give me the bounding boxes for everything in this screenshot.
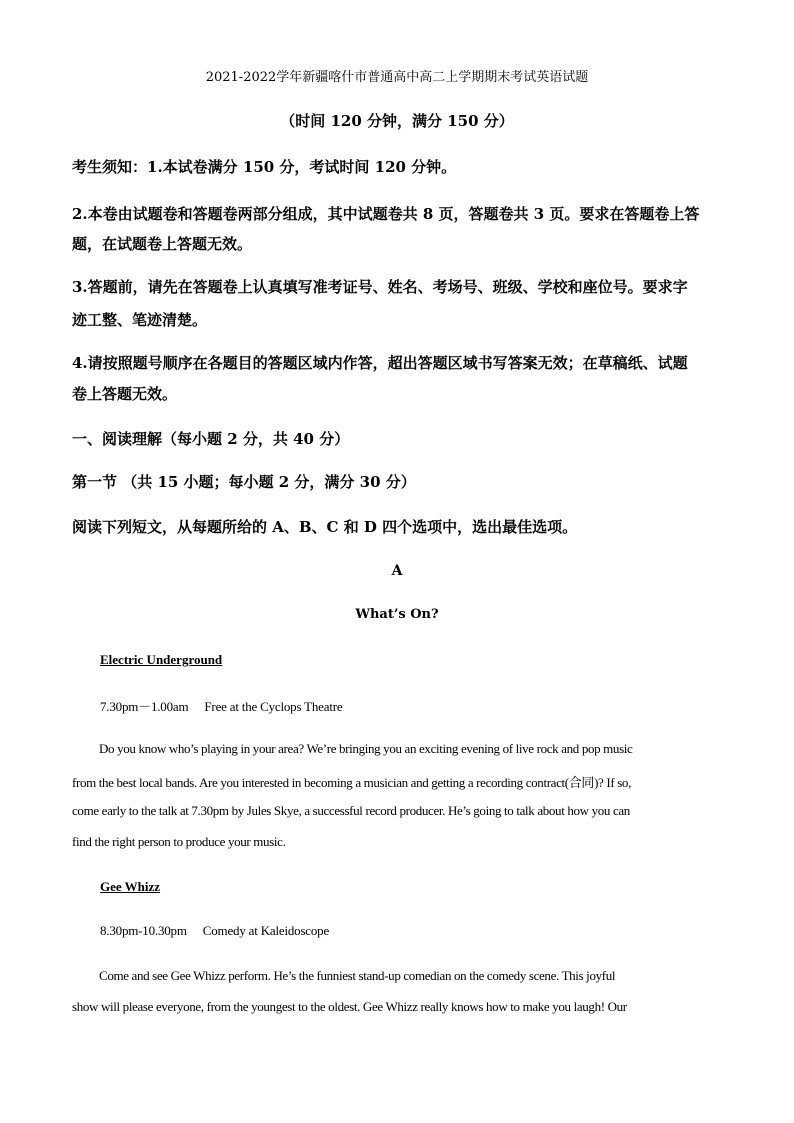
notice-line-3b: 迹工整、笔迹清楚。: [72, 311, 208, 329]
part1-heading: 一、阅读理解（每小题 2 分，共 40 分）: [72, 430, 350, 448]
notice-line-4a: 4.请按照题号顺序在各题目的答题区域内作答，超出答题区域书写答案无效；在草稿纸、试题: [72, 354, 688, 372]
section1-heading: 第一节 （共 15 小题；每小题 2 分，满分 30 分）: [72, 473, 416, 491]
event-title: Electric Underground: [100, 652, 223, 667]
event-time-venue: [100, 696, 342, 715]
paragraph-line: find the right person to produce your music.: [72, 834, 286, 849]
notice-line-4b: 卷上答题无效。: [72, 385, 178, 403]
paragraph-line: show will please everyone, from the youngest to the oldest. Gee Whizz really knows how to make you laugh! Our: [72, 999, 627, 1014]
passage-label: A: [391, 563, 403, 579]
exam-time-score: （时间 120 分钟，满分 150 分）: [280, 112, 514, 130]
notice-line-2b: 题，在试题卷上答题无效。: [72, 235, 253, 253]
event-time: 7.30pm－1.00am: [100, 699, 189, 714]
paragraph-line: Do you know who’s playing in your area? We’re bringing you an exciting evening of live rock and pop music: [99, 741, 633, 756]
passage-heading: What’s On?: [355, 607, 439, 622]
event-venue: Free at the Cyclops Theatre: [204, 699, 343, 714]
event-venue: Comedy at Kaleidoscope: [202, 923, 330, 938]
event-time: 8.30pm-10.30pm: [100, 923, 187, 938]
notice-line-3a: 3.答题前，请先在答题卷上认真填写准考证号、姓名、考场号、班级、学校和座位号。要求字: [72, 278, 688, 296]
notice-line-2a: 2.本卷由试题卷和答题卷两部分组成，其中试题卷共 8 页，答题卷共 3 页。要求在答题卷上答: [72, 205, 700, 223]
notice-line-1: 考生须知：1.本试卷满分 150 分，考试时间 120 分钟。: [72, 158, 457, 176]
paragraph-line: from the best local bands. Are you interested in becoming a musician and getting a recording contract(合同)? If so,: [72, 775, 631, 790]
event-title: Gee Whizz: [100, 879, 161, 894]
exam-title: 2021-2022学年新疆喀什市普通高中高二上学期期末考试英语试题: [205, 70, 589, 85]
event-time-venue: [100, 923, 329, 939]
paragraph-line: Come and see Gee Whizz perform. He’s the funniest stand-up comedian on the comedy scene. This joyful: [99, 968, 616, 983]
reading-instruction: 阅读下列短文，从每题所给的 A、B、C 和 D 四个选项中，选出最佳选项。: [72, 518, 578, 536]
paragraph-line: come early to the talk at 7.30pm by Jules Skye, a successful record producer. He’s going to talk about how you can: [72, 803, 630, 818]
